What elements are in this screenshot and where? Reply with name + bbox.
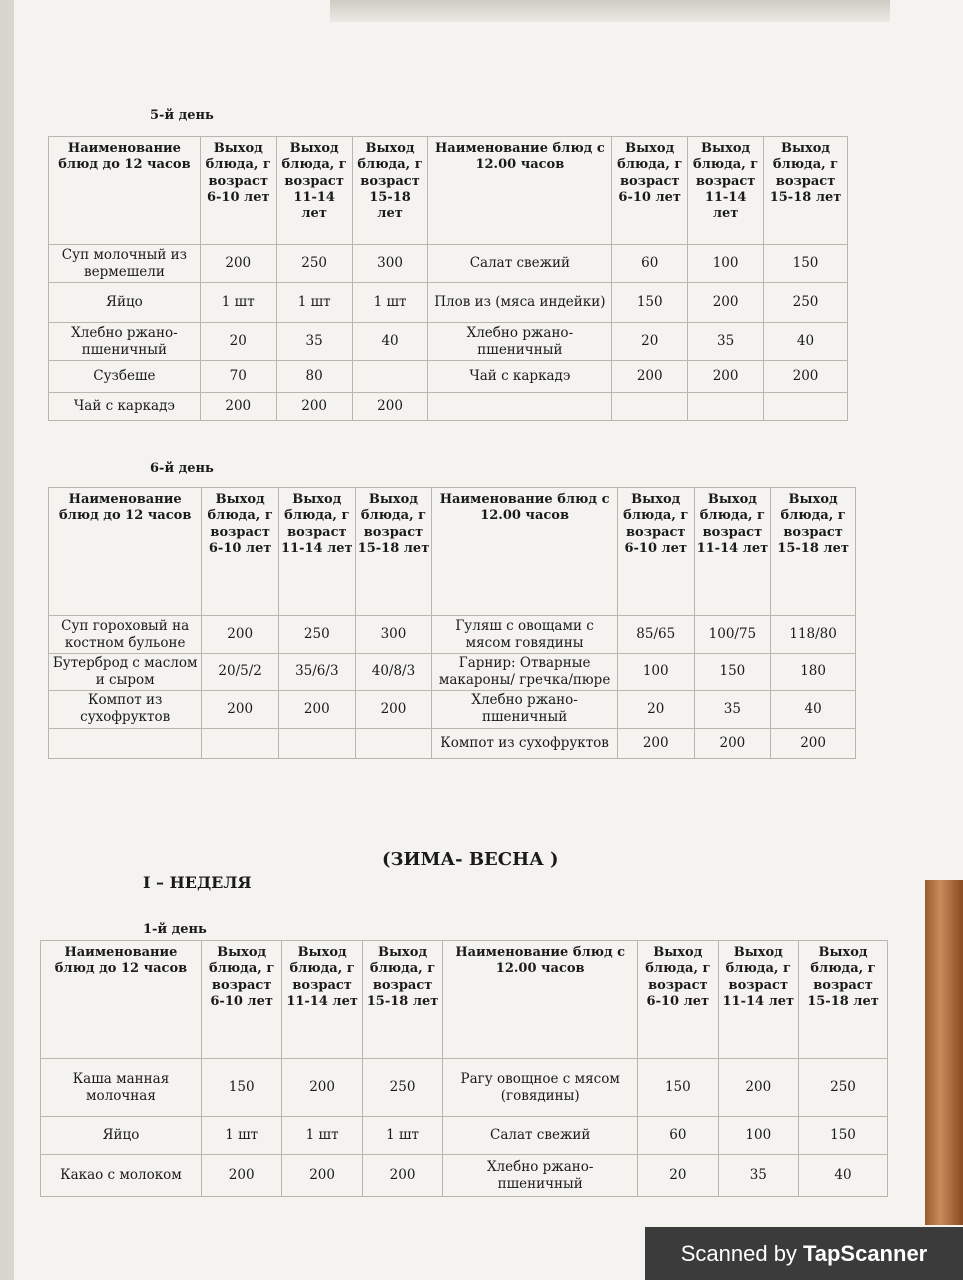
column-header-yield: Выход блюда, г возраст 15-18 лет xyxy=(799,941,888,1059)
column-header-yield: Выход блюда, г возраст 15-18 лет xyxy=(352,137,428,245)
yield-6-10-cell: 85/65 xyxy=(617,616,694,654)
column-header-yield: Выход блюда, г возраст 11-14 лет xyxy=(282,941,362,1059)
yield-6-10-cell: 20/5/2 xyxy=(202,654,279,691)
column-header-yield: Выход блюда, г возраст 15-18 лет xyxy=(771,488,856,616)
dish-noon-cell xyxy=(428,393,612,421)
column-header-yield: Выход блюда, г возраст 11-14 лет xyxy=(276,137,352,245)
yield-11-14-cell: 200 xyxy=(688,361,764,393)
yield-11-14-cell: 35/6/3 xyxy=(278,654,355,691)
yield-6-10-cell: 60 xyxy=(638,1117,718,1155)
yield-11-14-cell: 35 xyxy=(688,323,764,361)
yield-15-18-cell: 118/80 xyxy=(771,616,856,654)
yield-6-10-cell: 200 xyxy=(617,728,694,758)
yield-11-14-cell xyxy=(688,393,764,421)
yield-15-18-cell: 40 xyxy=(352,323,428,361)
yield-15-18-cell: 40/8/3 xyxy=(355,654,432,691)
table-row xyxy=(49,728,856,758)
dish-morning-cell: Суп гороховый на костном бульоне xyxy=(49,616,202,654)
column-header-yield: Выход блюда, г возраст 6-10 лет xyxy=(202,488,279,616)
yield-6-10-cell: 200 xyxy=(202,616,279,654)
dish-morning-cell: Компот из сухофруктов xyxy=(49,690,202,728)
dish-morning-cell: Хлебно ржано-пшеничный xyxy=(49,323,201,361)
yield-15-18-cell: 40 xyxy=(799,1155,888,1197)
yield-11-14-cell: 100/75 xyxy=(694,616,771,654)
yield-15-18-cell: 200 xyxy=(352,393,428,421)
table-row xyxy=(49,654,856,691)
yield-6-10-cell: 150 xyxy=(638,1059,718,1117)
yield-15-18-cell: 1 шт xyxy=(362,1117,442,1155)
dish-noon-cell: Рагу овощное с мясом (говядины) xyxy=(443,1059,638,1117)
column-header-dish: Наименование блюд с 12.00 часов xyxy=(443,941,638,1059)
yield-11-14-cell: 250 xyxy=(276,245,352,283)
dish-noon-cell: Салат свежий xyxy=(443,1117,638,1155)
yield-6-10-cell: 1 шт xyxy=(201,1117,281,1155)
yield-6-10-cell: 150 xyxy=(201,1059,281,1117)
previous-page-edge xyxy=(330,0,890,22)
dish-noon-cell: Гуляш с овощами с мясом говядины xyxy=(432,616,618,654)
yield-6-10-cell: 200 xyxy=(202,690,279,728)
yield-6-10-cell xyxy=(202,728,279,758)
menu-table-day-5 xyxy=(48,136,848,421)
yield-11-14-cell: 200 xyxy=(282,1155,362,1197)
yield-6-10-cell: 20 xyxy=(200,323,276,361)
column-header-yield: Выход блюда, г возраст 11-14 лет xyxy=(718,941,798,1059)
watermark-prefix: Scanned by xyxy=(680,1240,797,1266)
yield-15-18-cell xyxy=(764,393,848,421)
dish-noon-cell: Хлебно ржано-пшеничный xyxy=(432,690,618,728)
yield-11-14-cell: 100 xyxy=(688,245,764,283)
yield-11-14-cell: 150 xyxy=(694,654,771,691)
yield-11-14-cell: 1 шт xyxy=(276,283,352,323)
dish-noon-cell: Гарнир: Отварные макароны/ гречка/пюре xyxy=(432,654,618,691)
column-header-yield: Выход блюда, г возраст 6-10 лет xyxy=(612,137,688,245)
yield-6-10-cell: 70 xyxy=(200,361,276,393)
yield-6-10-cell: 1 шт xyxy=(200,283,276,323)
season-title: (ЗИМА- ВЕСНА ) xyxy=(382,849,559,870)
yield-11-14-cell: 35 xyxy=(694,690,771,728)
yield-6-10-cell: 60 xyxy=(612,245,688,283)
table-row xyxy=(49,245,848,283)
yield-15-18-cell: 300 xyxy=(355,616,432,654)
scanner-watermark xyxy=(645,1227,963,1280)
yield-15-18-cell: 150 xyxy=(764,245,848,283)
menu-table-day-6 xyxy=(48,487,856,759)
column-header-yield: Выход блюда, г возраст 6-10 лет xyxy=(617,488,694,616)
table-row xyxy=(41,1059,888,1117)
column-header-yield: Выход блюда, г возраст 11-14 лет xyxy=(278,488,355,616)
yield-6-10-cell: 150 xyxy=(612,283,688,323)
yield-6-10-cell: 200 xyxy=(200,245,276,283)
column-header-yield: Выход блюда, г возраст 15-18 лет xyxy=(362,941,442,1059)
column-header-dish: Наименование блюд до 12 часов xyxy=(49,488,202,616)
watermark-name: TapScanner xyxy=(802,1240,928,1266)
yield-6-10-cell: 20 xyxy=(617,690,694,728)
yield-15-18-cell xyxy=(355,728,432,758)
dish-morning-cell: Бутерброд с маслом и сыром xyxy=(49,654,202,691)
yield-15-18-cell: 200 xyxy=(764,361,848,393)
yield-6-10-cell xyxy=(612,393,688,421)
column-header-yield: Выход блюда, г возраст 6-10 лет xyxy=(201,941,281,1059)
yield-15-18-cell: 40 xyxy=(764,323,848,361)
dish-morning-cell: Какао с молоком xyxy=(41,1155,202,1197)
dish-noon-cell: Хлебно ржано-пшеничный xyxy=(428,323,612,361)
yield-11-14-cell: 1 шт xyxy=(282,1117,362,1155)
day-title: 5-й день xyxy=(150,108,214,123)
yield-11-14-cell xyxy=(278,728,355,758)
day-title: 6-й день xyxy=(150,461,214,476)
yield-15-18-cell: 150 xyxy=(799,1117,888,1155)
yield-6-10-cell: 20 xyxy=(612,323,688,361)
yield-15-18-cell: 200 xyxy=(771,728,856,758)
table-row xyxy=(49,616,856,654)
column-header-dish: Наименование блюд с 12.00 часов xyxy=(432,488,618,616)
yield-6-10-cell: 100 xyxy=(617,654,694,691)
yield-11-14-cell: 200 xyxy=(688,283,764,323)
yield-11-14-cell: 200 xyxy=(718,1059,798,1117)
table-row xyxy=(49,393,848,421)
column-header-dish: Наименование блюд до 12 часов xyxy=(41,941,202,1059)
yield-6-10-cell: 200 xyxy=(200,393,276,421)
day-title: 1-й день xyxy=(143,922,207,937)
dish-noon-cell: Плов из (мяса индейки) xyxy=(428,283,612,323)
yield-11-14-cell: 80 xyxy=(276,361,352,393)
dish-noon-cell: Салат свежий xyxy=(428,245,612,283)
yield-15-18-cell: 200 xyxy=(362,1155,442,1197)
yield-11-14-cell: 250 xyxy=(278,616,355,654)
dish-morning-cell: Сузбеше xyxy=(49,361,201,393)
table-row xyxy=(49,690,856,728)
dish-morning-cell: Каша манная молочная xyxy=(41,1059,202,1117)
yield-15-18-cell: 250 xyxy=(764,283,848,323)
menu-table-day-1 xyxy=(40,940,888,1197)
dish-noon-cell: Хлебно ржано-пшеничный xyxy=(443,1155,638,1197)
column-header-yield: Выход блюда, г возраст 6-10 лет xyxy=(638,941,718,1059)
yield-15-18-cell: 180 xyxy=(771,654,856,691)
yield-11-14-cell: 200 xyxy=(282,1059,362,1117)
column-header-yield: Выход блюда, г возраст 6-10 лет xyxy=(200,137,276,245)
dish-noon-cell: Чай с каркадэ xyxy=(428,361,612,393)
column-header-yield: Выход блюда, г возраст 15-18 лет xyxy=(355,488,432,616)
yield-11-14-cell: 35 xyxy=(718,1155,798,1197)
week-title: I – НЕДЕЛЯ xyxy=(143,873,252,892)
yield-11-14-cell: 100 xyxy=(718,1117,798,1155)
yield-11-14-cell: 200 xyxy=(694,728,771,758)
column-header-yield: Выход блюда, г возраст 11-14 лет xyxy=(694,488,771,616)
yield-15-18-cell: 250 xyxy=(799,1059,888,1117)
yield-6-10-cell: 200 xyxy=(201,1155,281,1197)
column-header-dish: Наименование блюд до 12 часов xyxy=(49,137,201,245)
column-header-yield: Выход блюда, г возраст 11-14 лет xyxy=(688,137,764,245)
dish-morning-cell: Чай с каркадэ xyxy=(49,393,201,421)
yield-15-18-cell: 40 xyxy=(771,690,856,728)
table-row xyxy=(41,1155,888,1197)
dish-morning-cell: Яйцо xyxy=(41,1117,202,1155)
dish-morning-cell: Яйцо xyxy=(49,283,201,323)
table-row xyxy=(49,361,848,393)
yield-6-10-cell: 20 xyxy=(638,1155,718,1197)
table-row xyxy=(49,323,848,361)
yield-11-14-cell: 35 xyxy=(276,323,352,361)
yield-6-10-cell: 200 xyxy=(612,361,688,393)
dish-noon-cell: Компот из сухофруктов xyxy=(432,728,618,758)
column-header-yield: Выход блюда, г возраст 15-18 лет xyxy=(764,137,848,245)
yield-11-14-cell: 200 xyxy=(278,690,355,728)
dish-morning-cell: Суп молочный из вермешели xyxy=(49,245,201,283)
yield-15-18-cell: 200 xyxy=(355,690,432,728)
table-row xyxy=(49,283,848,323)
yield-15-18-cell: 250 xyxy=(362,1059,442,1117)
yield-11-14-cell: 200 xyxy=(276,393,352,421)
table-row xyxy=(41,1117,888,1155)
table-surface xyxy=(925,880,963,1225)
dish-morning-cell xyxy=(49,728,202,758)
column-header-dish: Наименование блюд с 12.00 часов xyxy=(428,137,612,245)
yield-15-18-cell: 1 шт xyxy=(352,283,428,323)
yield-15-18-cell xyxy=(352,361,428,393)
yield-15-18-cell: 300 xyxy=(352,245,428,283)
